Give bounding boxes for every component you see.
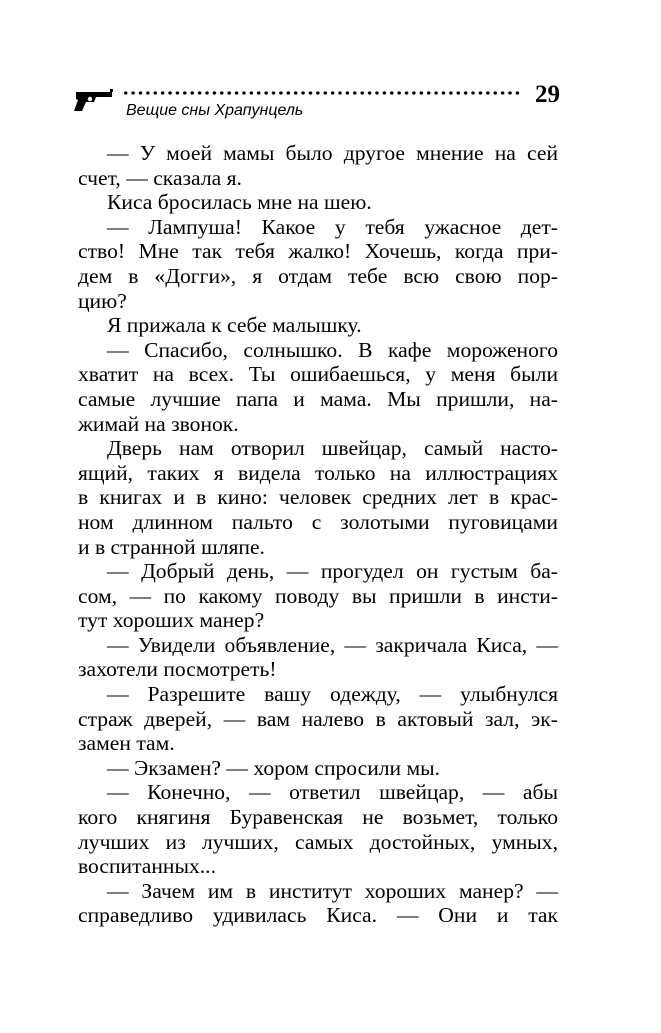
- text-line: ящий, таких я видела только на иллюстрациях: [78, 460, 558, 485]
- page-header: [72, 82, 562, 130]
- text-line: ном длинном пальто с золотыми пуговицами: [78, 509, 558, 534]
- text-line: справедливо удивилась Киса. — Они и так: [78, 903, 558, 928]
- text-line: замен там.: [78, 731, 175, 756]
- page-number: 29: [535, 81, 560, 108]
- text-line: ство! Мне так тебя жалко! Хочешь, когда при-: [78, 239, 558, 264]
- text-line: захотели посмотреть!: [78, 657, 277, 682]
- paragraph: [78, 141, 558, 190]
- paragraph: [78, 190, 558, 215]
- text-line: дем в «Догги», я отдам тебе всю свою пор-: [78, 263, 558, 288]
- text-line: страж дверей, — вам налево в актовый зал, эк-: [78, 706, 558, 731]
- text-line: сом, — по какому поводу вы пришли в инсти-: [78, 583, 558, 608]
- body-text: [78, 141, 558, 928]
- text-line: в книгах и в кино: человек средних лет в крас-: [78, 485, 558, 510]
- text-line: — Лампуша! Какое у тебя ужасное дет-: [107, 214, 558, 239]
- text-line: — Конечно, — ответил швейцар, — абы: [107, 780, 558, 805]
- text-line: — Экзамен? — хором спросили мы.: [107, 755, 441, 780]
- text-line: жимай на звонок.: [78, 411, 239, 436]
- paragraph: [78, 780, 558, 878]
- paragraph: [78, 756, 558, 781]
- text-line: самые лучшие папа и мама. Мы пришли, на-: [78, 386, 558, 411]
- paragraph: [78, 879, 558, 928]
- paragraph: [78, 559, 558, 633]
- text-line: кого княгиня Буравенская не возьмет, только: [78, 805, 558, 830]
- paragraph: [78, 633, 558, 682]
- text-line: — Зачем им в институт хороших манер? —: [107, 878, 558, 903]
- paragraph: [78, 313, 558, 338]
- text-line: Я прижала к себе малышку.: [107, 313, 362, 338]
- text-line: и в странной шляпе.: [78, 534, 265, 559]
- text-line: счет, — сказала я.: [78, 165, 242, 190]
- dotted-rule: [122, 90, 522, 96]
- revolver-icon: [72, 86, 116, 112]
- text-line: хватит на всех. Ты ошибаешься, у меня были: [78, 362, 558, 387]
- paragraph: [78, 215, 558, 313]
- text-line: — У моей мамы было другое мнение на сей: [107, 141, 558, 165]
- text-line: — Разрешите вашу одежду, — улыбнулся: [107, 682, 558, 707]
- text-line: — Спасибо, солнышко. В кафе мороженого: [107, 337, 558, 362]
- paragraph: [78, 682, 558, 756]
- text-line: Дверь нам отворил швейцар, самый насто-: [107, 436, 558, 461]
- text-line: — Добрый день, — прогудел он густым ба-: [107, 559, 558, 584]
- text-line: — Увидели объявление, — закричала Киса, —: [107, 632, 558, 657]
- paragraph: [78, 338, 558, 436]
- text-line: Киса бросилась мне на шею.: [107, 190, 372, 215]
- text-line: лучших из лучших, самых достойных, умных,: [78, 829, 558, 854]
- text-line: воспитанных...: [78, 854, 216, 879]
- running-title: Вещие сны Храпунцель: [126, 102, 304, 119]
- text-line: тут хороших манер?: [78, 608, 265, 633]
- paragraph: [78, 436, 558, 559]
- text-line: цию?: [78, 288, 127, 313]
